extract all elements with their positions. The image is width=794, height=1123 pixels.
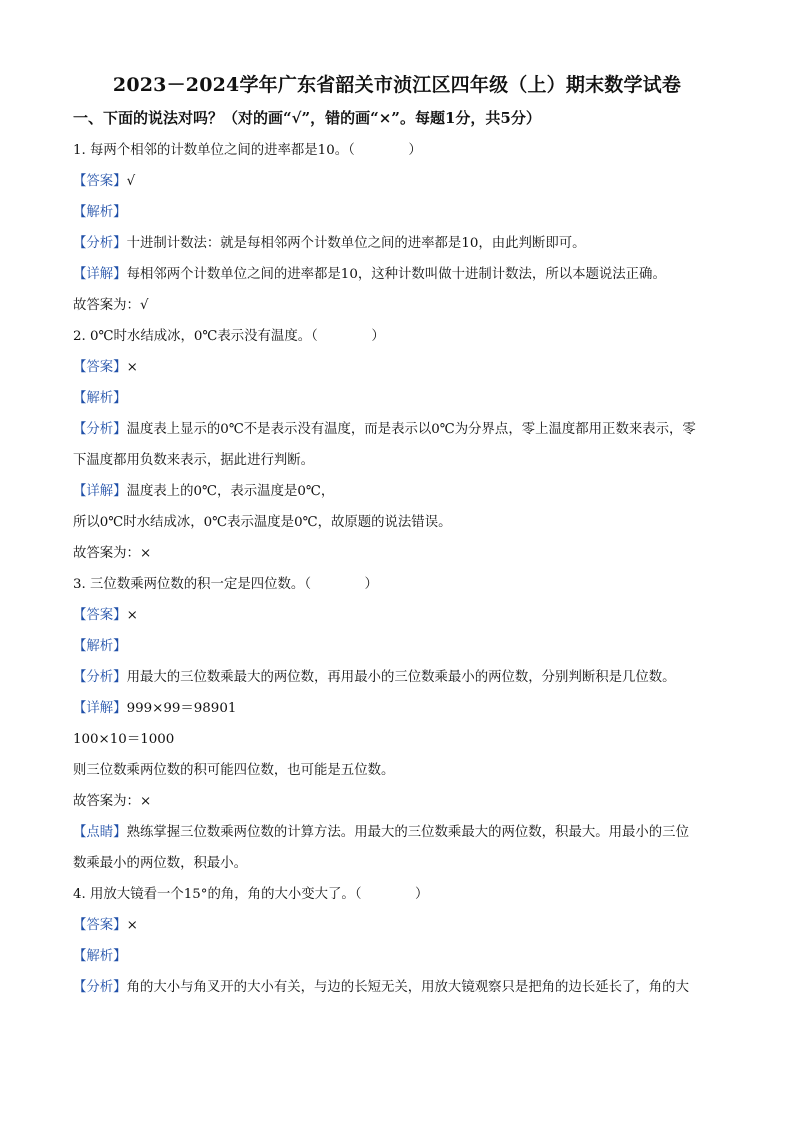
analysis-text: 十进制计数法：就是每相邻两个计数单位之间的进率都是10，由此判断即可。 [126,236,586,251]
question-2-answer [73,359,138,377]
question-1-stem: 1. 每两个相邻的计数单位之间的进率都是10。（ ） [73,143,422,158]
page-title: 2023－2024学年广东省韶关市浈江区四年级（上）期末数学试卷 [112,74,682,96]
question-1-analysis [73,235,586,253]
answer-value: × [126,918,138,933]
question-1-detail [73,266,666,284]
detail-text: 温度表上的0℃，表示温度是0℃， [126,484,335,499]
question-3-detail [73,700,236,718]
remark-tag: 【点睛】 [73,825,127,840]
question-2-detail-cont: 所以0℃时水结成冰，0℃表示温度是0℃，故原题的说法错误。 [73,515,452,530]
question-1-answer [73,173,135,191]
answer-value: × [126,608,138,623]
analysis-tag: 【分析】 [73,422,127,437]
answer-tag: 【答案】 [73,608,127,623]
detail-tag: 【详解】 [73,484,127,499]
question-4-analysis [73,979,723,997]
answer-value: × [126,360,138,375]
question-3-final: 故答案为：× [73,794,152,809]
question-3-detail-cont: 100×10＝1000 [73,732,175,747]
question-3-remark [73,824,723,842]
question-3-detail-cont-2: 则三位数乘两位数的积可能四位数，也可能是五位数。 [73,763,395,778]
question-3-stem: 3. 三位数乘两位数的积一定是四位数。（ ） [73,577,378,592]
question-2-stem: 2. 0℃时水结成冰，0℃表示没有温度。（ ） [73,329,385,344]
answer-tag: 【答案】 [73,918,127,933]
question-3-analysis [73,669,676,687]
question-3-analysis-head [73,638,127,656]
question-4-analysis-head [73,948,127,966]
answer-tag: 【答案】 [73,360,127,375]
analysis-head-tag: 【解析】 [73,639,127,654]
answer-tag: 【答案】 [73,174,127,189]
question-4-stem: 4. 用放大镜看一个15°的角，角的大小变大了。（ ） [73,887,429,902]
question-2-analysis [73,421,723,439]
question-4-answer [73,917,138,935]
analysis-tag: 【分析】 [73,236,127,251]
question-3-remark-cont: 数乘最小的两位数，积最小。 [73,856,248,871]
analysis-tag: 【分析】 [73,670,127,685]
analysis-tag: 【分析】 [73,980,127,995]
analysis-text: 用最大的三位数乘最大的两位数，再用最小的三位数乘最小的两位数，分别判断积是几位数。 [126,670,676,685]
remark-text: 熟练掌握三位数乘两位数的计算方法。用最大的三位数乘最大的两位数，积最大。用最小的三位 [126,825,689,840]
analysis-head-tag: 【解析】 [73,949,127,964]
analysis-head-tag: 【解析】 [73,391,127,406]
question-2-analysis-cont: 下温度都用负数来表示，据此进行判断。 [73,453,315,468]
analysis-text: 温度表上显示的0℃不是表示没有温度，而是表示以0℃为分界点，零上温度都用正数来表示，零 [126,422,696,437]
detail-text: 999×99＝98901 [126,701,237,716]
detail-tag: 【详解】 [73,701,127,716]
question-1-final: 故答案为：√ [73,298,149,313]
question-2-detail [73,483,334,501]
question-3-answer [73,607,138,625]
question-2-final: 故答案为：× [73,546,152,561]
section-heading: 一、下面的说法对吗？（对的画“√”，错的画“×”。每题1分，共5分） [73,109,541,127]
question-2-analysis-head [73,390,127,408]
detail-tag: 【详解】 [73,267,127,282]
detail-text: 每相邻两个计数单位之间的进率都是10，这种计数叫做十进制计数法，所以本题说法正确。 [126,267,666,282]
question-1-analysis-head [73,204,127,222]
answer-value: √ [126,174,136,189]
analysis-text: 角的大小与角叉开的大小有关，与边的长短无关，用放大镜观察只是把角的边长延长了，角的大 [126,980,689,995]
analysis-head-tag: 【解析】 [73,205,127,220]
